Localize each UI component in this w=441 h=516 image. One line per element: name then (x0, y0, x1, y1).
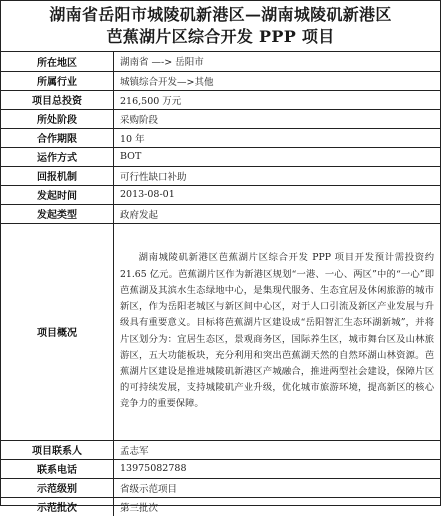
table-row-investment (1, 90, 440, 109)
row-label: 运作方式 (1, 147, 114, 166)
table-row-term (1, 128, 440, 147)
table-row-phone (1, 459, 440, 478)
row-value: 10 年 (114, 128, 441, 147)
row-value: 第三批次 (114, 497, 441, 516)
table-row-demo-level (1, 478, 440, 497)
row-label: 所属行业 (1, 71, 114, 90)
title-line-2: 芭蕉湖片区综合开发 PPP 项目 (106, 27, 335, 46)
table-row-region (1, 52, 440, 71)
row-label: 所处阶段 (1, 109, 114, 128)
overview-text: 湖南城陵矶新港区芭蕉湖片区综合开发 PPP 项目开发预计需投资约 21.65 亿元。芭蕉湖片区作为新港区规划“一港、一心、两区”中的“一心”即芭蕉湖及其滨水生态绿地中心，是集现代服务、生态宜居及休闲旅游的城市新区，作为岳阳老城区与新区间中心区，对于人口引流及新区产业发展与升级具有重要意义。目标将芭蕉湖片区建设成“岳阳智汇生态环湖新城”，并将片区划分为：宜居生态区，景观商务区，国际养生区，城市舞台区及山林旅游区，五大功能板块，充分利用和突出芭蕉湖天然的自然环湖山林资源。芭蕉湖片区建设是推进城陵矶新港区产城融合，推进两型社会建设，保障片区的可持续发展，支持城陵矶产业升级，优化城市旅游环境，提高新区的核心竞争力的重要保障。 (120, 252, 434, 410)
row-label: 项目概况 (1, 223, 114, 440)
table-row-contact (1, 440, 440, 459)
table-row-stage (1, 109, 440, 128)
overview-cell (114, 223, 441, 440)
row-label: 联系电话 (1, 459, 114, 478)
table-row-return-mechanism (1, 166, 440, 185)
row-value: 可行性缺口补助 (114, 166, 441, 185)
row-label: 示范批次 (1, 497, 114, 516)
row-value: 省级示范项目 (114, 478, 441, 497)
row-value: 216,500 万元 (114, 90, 441, 109)
row-value: BOT (114, 147, 441, 166)
table-row-operation-mode (1, 147, 440, 166)
table-row-overview (1, 223, 440, 440)
table-row-demo-batch (1, 497, 440, 516)
table-row-launch-type (1, 204, 440, 223)
row-label: 发起类型 (1, 204, 114, 223)
project-info-table (1, 52, 440, 516)
row-value: 城镇综合开发—>其他 (114, 71, 441, 90)
row-label: 项目总投资 (1, 90, 114, 109)
row-value: 政府发起 (114, 204, 441, 223)
row-value: 2013-08-01 (114, 185, 441, 204)
row-label: 合作期限 (1, 128, 114, 147)
row-value: 孟志军 (114, 440, 441, 459)
row-label: 回报机制 (1, 166, 114, 185)
title-line-1: 湖南省岳阳市城陵矶新港区—湖南城陵矶新港区 (49, 5, 392, 24)
row-value: 采购阶段 (114, 109, 441, 128)
row-label: 示范级别 (1, 478, 114, 497)
row-label: 项目联系人 (1, 440, 114, 459)
table-row-launch-date (1, 185, 440, 204)
document-title (1, 1, 440, 52)
row-value: 13975082788 (114, 459, 441, 478)
table-row-industry (1, 71, 440, 90)
row-label: 发起时间 (1, 185, 114, 204)
row-label: 所在地区 (1, 52, 114, 71)
row-value: 湖南省 —-> 岳阳市 (114, 52, 441, 71)
